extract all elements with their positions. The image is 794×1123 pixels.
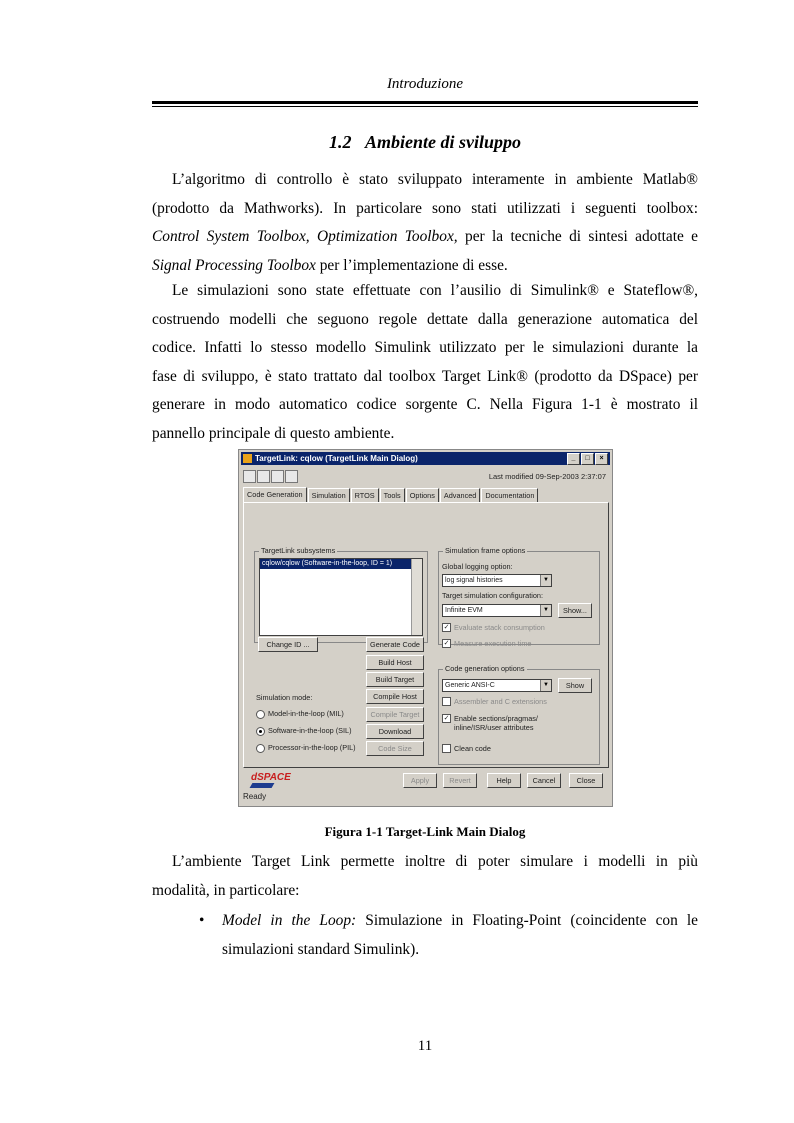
tab-documentation[interactable]: Documentation: [481, 488, 538, 502]
subsystem-selected[interactable]: cqlow/cqlow (Software-in-the-loop, ID = 1): [260, 559, 422, 569]
measure-exec-label: Measure execution time: [454, 639, 532, 648]
target-sim-config-label: Target simulation configuration:: [442, 591, 543, 600]
p2-line: costruendo modelli che seguono regole dettate dalla generazione automatica del: [152, 310, 698, 328]
dspace-logo: dSPACE: [251, 772, 291, 783]
tab-simulation[interactable]: Simulation: [308, 488, 350, 502]
header-rule-thin: [152, 106, 698, 107]
list-scrollbar[interactable]: [411, 559, 422, 635]
help-button[interactable]: Help: [487, 773, 521, 788]
last-modified: Last modified 09-Sep-2003 2:37:07: [488, 472, 606, 481]
section-number: 1.2: [328, 132, 352, 152]
evaluate-stack-checkbox[interactable]: ✓: [443, 624, 450, 631]
minimize-icon[interactable]: _: [567, 453, 580, 465]
generate-code-button[interactable]: Generate Code: [366, 637, 424, 652]
paragraph-3: [152, 848, 698, 905]
enable-sections-label-2: inline/ISR/user attributes: [454, 723, 534, 732]
compile-target-button[interactable]: Compile Target: [366, 707, 424, 722]
figure-caption: Figura 1-1 Target-Link Main Dialog: [324, 824, 526, 839]
mode-pil-label: Processor-in-the-loop (PIL): [268, 743, 356, 752]
p3-line: L’ambiente Target Link permette inoltre di poter simulare i modelli in più: [172, 853, 698, 870]
enable-sections-checkbox[interactable]: ✓: [443, 715, 450, 722]
bullet-line-2: simulazioni standard Simulink).: [222, 940, 420, 958]
tab-advanced[interactable]: Advanced: [440, 488, 480, 502]
window-titlebar: [241, 452, 610, 465]
p1-line-3: [152, 223, 698, 252]
simulation-mode-label: Simulation mode:: [256, 693, 313, 702]
tab-rtos[interactable]: RTOS: [351, 488, 379, 502]
dspace-logo-bar: [250, 783, 275, 788]
assembler-ext-checkbox[interactable]: [442, 697, 451, 706]
section-title: [152, 132, 698, 153]
close-button[interactable]: Close: [569, 773, 603, 788]
p1-line: (prodotto da Mathworks). In particolare sono stati utilizzati i seguenti toolbox:: [152, 199, 698, 217]
measure-exec-checkbox[interactable]: ✓: [443, 640, 450, 647]
target-sim-config-select[interactable]: [442, 604, 552, 617]
close-icon[interactable]: ×: [595, 453, 608, 465]
clean-code-label: Clean code: [454, 744, 491, 753]
sim-frame-label: Simulation frame options: [445, 546, 526, 555]
window-controls: [567, 453, 608, 465]
list-item: [222, 907, 698, 964]
apply-button[interactable]: Apply: [403, 773, 437, 788]
evaluate-stack-label: Evaluate stack consumption: [454, 623, 545, 632]
download-button[interactable]: Download: [366, 724, 424, 739]
chevron-down-icon[interactable]: ▼: [540, 680, 551, 691]
change-id-button[interactable]: Change ID ...: [258, 637, 318, 652]
cancel-button[interactable]: Cancel: [527, 773, 561, 788]
section-heading: Ambiente di sviluppo: [364, 132, 521, 152]
codegen-options-label: Code generation options: [445, 664, 525, 673]
global-logging-select[interactable]: [442, 574, 552, 587]
subsystems-label: TargetLink subsystems: [261, 546, 336, 555]
toolbox-name: Signal Processing Toolbox: [152, 256, 316, 274]
bullet-icon: •: [199, 912, 205, 929]
radio-pil[interactable]: [256, 744, 265, 753]
toolbox-names: Control System Toolbox, Optimization Toolbox,: [152, 228, 458, 246]
model-icon[interactable]: [243, 470, 256, 483]
paragraph-2: [152, 277, 698, 449]
p2-line: pannello principale di questo ambiente.: [152, 424, 395, 442]
help-icon[interactable]: [285, 470, 298, 483]
bullet-term: Model in the Loop:: [222, 912, 357, 929]
tool-icon[interactable]: [257, 470, 270, 483]
global-logging-value: log signal histories: [445, 577, 503, 584]
chevron-down-icon[interactable]: ▼: [540, 605, 551, 616]
assembler-ext-label: Assembler and C extensions: [454, 697, 547, 706]
app-icon: [243, 454, 252, 463]
show-codegen-button[interactable]: Show: [558, 678, 592, 693]
enable-sections-label: Enable sections/pragmas/: [454, 714, 538, 723]
p2-line: codice. Infatti lo stesso modello Simulink utilizzato per le simulazioni durante la: [152, 339, 698, 357]
code-generation-panel: [243, 502, 609, 768]
code-size-button[interactable]: Code Size: [366, 741, 424, 756]
status-bar: Ready: [243, 792, 267, 801]
bullet-line-1: [222, 907, 698, 936]
show-sim-config-button[interactable]: Show...: [558, 603, 592, 618]
p2-line: generare in modo automatico codice sorgente C. Nella Figura 1-1 è mostrato il: [152, 396, 698, 414]
mode-mil-label: Model-in-the-loop (MIL): [268, 709, 344, 718]
p1-line4-rest: per l’implementazione di esse.: [315, 256, 508, 274]
mode-sil-label: Software-in-the-loop (SIL): [268, 726, 352, 735]
bullet-desc: Simulazione in Floating-Point (coincidente con le: [356, 912, 698, 929]
header-rule: [152, 101, 698, 104]
chevron-down-icon[interactable]: ▼: [540, 575, 551, 586]
p3-line: modalità, in particolare:: [152, 881, 300, 899]
clean-code-checkbox[interactable]: [442, 744, 451, 753]
p1-line3-rest: per la tecniche di sintesi adottate e: [457, 228, 699, 246]
global-logging-label: Global logging option:: [442, 562, 513, 571]
p2-line: Le simulazioni sono state effettuate con l’ausilio di Simulink® e Stateflow®,: [172, 282, 698, 299]
build-host-button[interactable]: Build Host: [366, 655, 424, 670]
p1-line: L’algoritmo di controllo è stato sviluppato interamente in ambiente Matlab®: [172, 171, 698, 188]
target-sim-config-value: Infinite EVM: [445, 607, 483, 614]
codegen-target-select[interactable]: [442, 679, 552, 692]
subsystems-group: [254, 546, 428, 643]
maximize-icon[interactable]: □: [581, 453, 594, 465]
page-number: 11: [417, 1038, 433, 1054]
tab-code-generation[interactable]: Code Generation: [243, 487, 307, 503]
window-title: TargetLink: cqlow (TargetLink Main Dialog): [255, 454, 418, 463]
targetlink-main-dialog: [238, 449, 613, 807]
radio-mil[interactable]: [256, 710, 265, 719]
subsystems-list[interactable]: [259, 558, 423, 636]
paragraph-1: [152, 166, 698, 280]
radio-sil[interactable]: [256, 727, 265, 736]
revert-button[interactable]: Revert: [443, 773, 477, 788]
tab-options[interactable]: Options: [406, 488, 439, 502]
refresh-icon[interactable]: [271, 470, 284, 483]
compile-host-button[interactable]: Compile Host: [366, 689, 424, 704]
build-target-button[interactable]: Build Target: [366, 672, 424, 687]
tab-tools[interactable]: Tools: [380, 488, 405, 502]
running-header: Introduzione: [386, 76, 464, 92]
codegen-target-value: Generic ANSI-C: [445, 682, 495, 689]
p2-line: fase di sviluppo, è stato trattato dal toolbox Target Link® (prodotto da DSpace) per: [152, 367, 698, 385]
